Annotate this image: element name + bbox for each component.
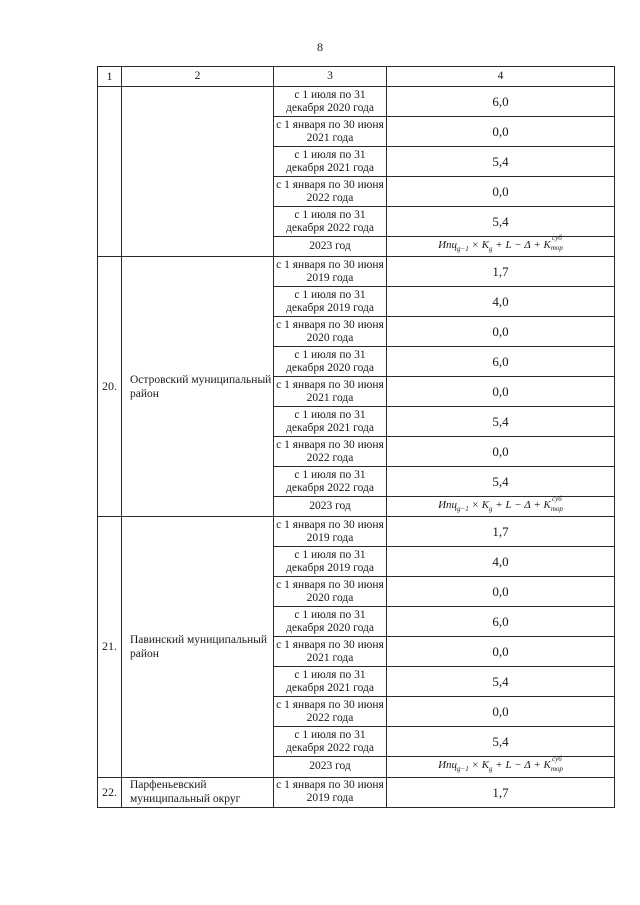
period-cell: с 1 июля по 31 декабря 2022 года — [274, 467, 387, 497]
formula-part: Ипц — [438, 239, 458, 251]
formula-sub: тор — [550, 764, 563, 773]
formula-subsup — [550, 754, 563, 773]
formula-part: Ипц — [438, 759, 458, 772]
period-cell: с 1 января по 30 июня 2022 года — [274, 437, 387, 467]
period-cell: с 1 января по 30 июня 2022 года — [274, 697, 387, 727]
period-cell: с 1 июля по 31 декабря 2020 года — [274, 87, 387, 117]
formula-sub: тор — [550, 504, 563, 513]
period-cell: с 1 июля по 31 декабря 2022 года — [274, 727, 387, 757]
period-cell: с 1 января по 30 июня 2021 года — [274, 377, 387, 407]
period-cell: с 1 июля по 31 декабря 2020 года — [274, 607, 387, 637]
formula-part: Ипц — [438, 499, 458, 512]
municipality-name: Парфеньевский муниципальный округ — [122, 777, 274, 807]
formula-expression — [438, 494, 563, 514]
formula-part: g−1 — [457, 245, 469, 254]
period-cell: 2023 год — [274, 237, 387, 257]
value-cell: 5,4 — [387, 147, 615, 177]
formula-part: × K — [468, 499, 490, 512]
period-cell: с 1 января по 30 июня 2020 года — [274, 577, 387, 607]
period-cell: с 1 июля по 31 декабря 2020 года — [274, 347, 387, 377]
formula-part: g — [489, 765, 493, 774]
value-cell: 5,4 — [387, 727, 615, 757]
value-cell: 5,4 — [387, 467, 615, 497]
period-cell: с 1 января по 30 июня 2020 года — [274, 317, 387, 347]
municipality-name — [122, 87, 274, 257]
value-cell: 1,7 — [387, 517, 615, 547]
table-row — [98, 777, 615, 807]
table-row — [98, 257, 615, 287]
period-cell: с 1 июля по 31 декабря 2022 года — [274, 207, 387, 237]
header-col-1: 1 — [98, 67, 122, 87]
formula-expression — [438, 754, 563, 774]
formula-part: + L − Δ + K — [492, 499, 551, 512]
value-cell: 5,4 — [387, 207, 615, 237]
period-cell: с 1 января по 30 июня 2019 года — [274, 257, 387, 287]
formula-expression — [438, 234, 563, 254]
formula-cell — [387, 754, 615, 777]
row-number — [98, 87, 122, 257]
table-header-row — [98, 67, 615, 87]
period-cell: с 1 июля по 31 декабря 2021 года — [274, 407, 387, 437]
header-col-3: 3 — [274, 67, 387, 87]
formula-part: × K — [468, 759, 490, 772]
formula-part: g−1 — [457, 765, 469, 774]
value-cell: 4,0 — [387, 547, 615, 577]
header-col-4: 4 — [387, 67, 615, 87]
formula-sup: суб — [552, 234, 562, 243]
row-number: 20. — [98, 257, 122, 517]
value-cell: 6,0 — [387, 607, 615, 637]
period-cell: с 1 января по 30 июня 2019 года — [274, 777, 387, 807]
formula-subsup — [550, 494, 563, 513]
value-cell: 0,0 — [387, 697, 615, 727]
header-col-2: 2 — [122, 67, 274, 87]
value-cell: 0,0 — [387, 637, 615, 667]
formula-part: + L − Δ + K — [492, 759, 551, 772]
formula-part: + L − Δ + K — [492, 239, 551, 251]
period-cell: с 1 января по 30 июня 2019 года — [274, 517, 387, 547]
period-cell: с 1 июля по 31 декабря 2021 года — [274, 147, 387, 177]
value-cell: 4,0 — [387, 287, 615, 317]
value-cell: 1,7 — [387, 257, 615, 287]
municipality-name: Павинский муниципальный район — [122, 517, 274, 777]
value-cell: 6,0 — [387, 87, 615, 117]
tariff-table — [97, 66, 615, 808]
formula-sup: суб — [552, 754, 562, 763]
period-cell: 2023 год — [274, 757, 387, 777]
value-cell: 0,0 — [387, 117, 615, 147]
municipality-name: Островский муниципальный район — [122, 257, 274, 517]
table-row — [98, 87, 615, 117]
formula-subsup — [550, 234, 563, 253]
formula-sup: суб — [552, 494, 562, 503]
period-cell: с 1 января по 30 июня 2021 года — [274, 637, 387, 667]
table-row — [98, 517, 615, 547]
formula-part: g — [489, 505, 493, 514]
row-number: 21. — [98, 517, 122, 777]
value-cell: 1,7 — [387, 777, 615, 807]
value-cell: 0,0 — [387, 317, 615, 347]
row-number: 22. — [98, 777, 122, 807]
value-cell: 0,0 — [387, 577, 615, 607]
period-cell: с 1 июля по 31 декабря 2019 года — [274, 547, 387, 577]
period-cell: 2023 год — [274, 497, 387, 517]
period-cell: с 1 января по 30 июня 2021 года — [274, 117, 387, 147]
period-cell: с 1 июля по 31 декабря 2019 года — [274, 287, 387, 317]
formula-sub: тор — [550, 244, 563, 253]
formula-part: g−1 — [457, 505, 469, 514]
period-cell: с 1 июля по 31 декабря 2021 года — [274, 667, 387, 697]
value-cell: 0,0 — [387, 437, 615, 467]
value-cell: 5,4 — [387, 407, 615, 437]
page-number: 8 — [317, 40, 323, 54]
formula-cell — [387, 234, 615, 257]
value-cell: 6,0 — [387, 347, 615, 377]
value-cell: 5,4 — [387, 667, 615, 697]
value-cell: 0,0 — [387, 177, 615, 207]
value-cell: 0,0 — [387, 377, 615, 407]
formula-cell — [387, 494, 615, 517]
period-cell: с 1 января по 30 июня 2022 года — [274, 177, 387, 207]
formula-part: × K — [468, 239, 490, 251]
formula-part: g — [489, 245, 493, 254]
